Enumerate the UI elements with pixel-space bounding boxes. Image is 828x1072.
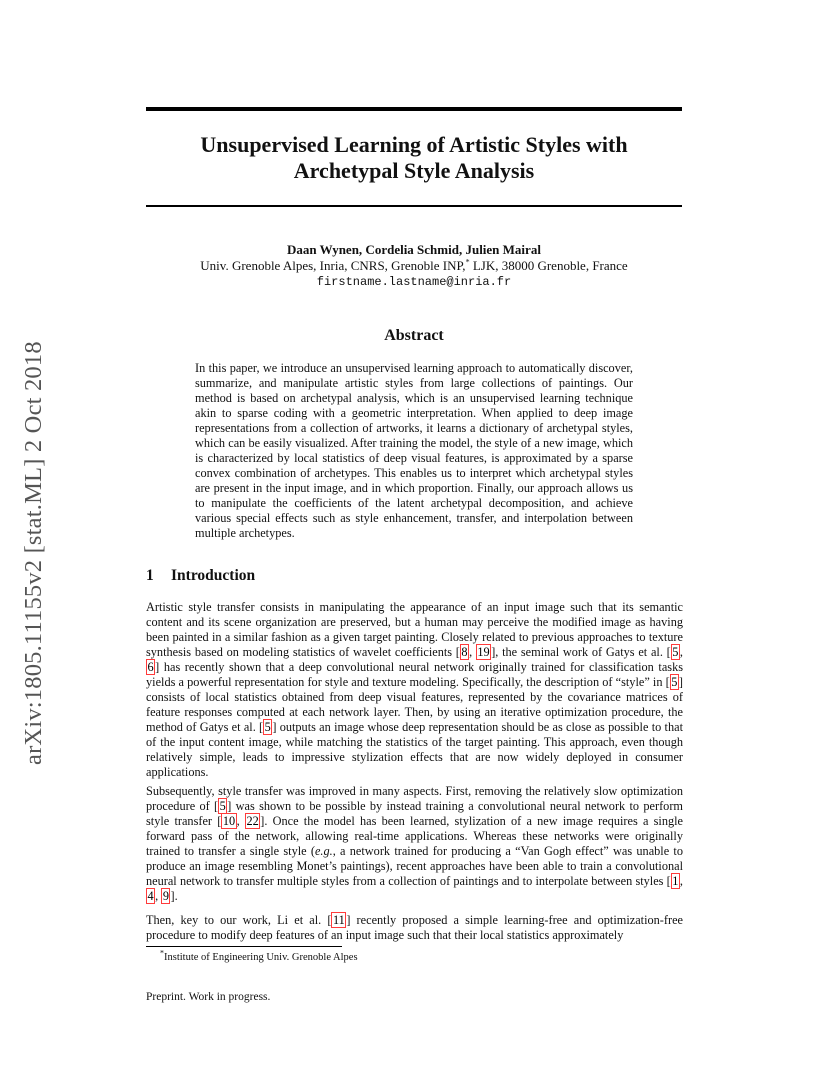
p2-text-h: ]. bbox=[170, 889, 178, 903]
footnote-rule bbox=[146, 946, 342, 947]
p2-text-f: , bbox=[679, 874, 683, 888]
paper-title-line-2: Archetypal Style Analysis bbox=[293, 158, 535, 183]
intro-paragraph-2 bbox=[146, 784, 683, 904]
p2-text-b: ] was shown to be possible by instead training a convolutional neural network to perform style transfer [ bbox=[146, 799, 683, 828]
p2-eg: e.g. bbox=[314, 844, 333, 858]
p2-text-c: , bbox=[236, 814, 245, 828]
citation-link[interactable]: 6 bbox=[147, 660, 154, 674]
footnote-text: Institute of Engineering Univ. Grenoble Alpes bbox=[164, 952, 358, 963]
citation-link[interactable]: 5 bbox=[671, 675, 678, 689]
citation-link[interactable]: 9 bbox=[162, 889, 169, 903]
author-names: Daan Wynen, Cordelia Schmid, Julien Mairal bbox=[287, 242, 541, 257]
p1-text-a: Artistic style transfer consists in manipulating the appearance of an input image such that its semantic content and its scene organization are preserved, but a human may perceive the modified image as having been painted in a similar fashion as a given target painting. Closely related to previous approaches to texture synthesis based on modeling statistics of wavelet coefficients [ bbox=[146, 600, 683, 659]
affiliation bbox=[146, 258, 682, 274]
author-email: firstname.lastname@inria.fr bbox=[316, 275, 512, 289]
affiliation-footnote-mark: * bbox=[465, 257, 470, 267]
citation-link[interactable]: 5 bbox=[672, 645, 679, 659]
affiliation-part-2: LJK, 38000 Grenoble, France bbox=[469, 258, 628, 273]
p2-text-a: Subsequently, style transfer was improved in many aspects. First, removing the relatively slow optimization procedure of [ bbox=[146, 784, 683, 813]
title-top-rule bbox=[146, 107, 682, 111]
footnote-mark: * bbox=[160, 948, 164, 958]
citation-link[interactable]: 4 bbox=[147, 889, 154, 903]
footnote bbox=[160, 948, 358, 964]
p3-text-b: ] recently proposed a simple learning-free and optimization-free procedure to modify deep features of an input image such that their local statistics approximately bbox=[146, 913, 683, 942]
p1-text-g: ] outputs an image whose deep representation should be as close as possible to that of the input content image, while matching the statistics of the target painting. This approach, even though relatively simple, leads to impressive stylization effects that are now widely deployed in consumer applications. bbox=[146, 720, 683, 779]
p2-text-d: ]. Once the model has been learned, stylization of a new image requires a single forward pass of the network, allowing real-time applications. Whereas these networks were originally trained to transfer a single style ( bbox=[146, 814, 684, 858]
author-block bbox=[146, 242, 682, 290]
section-heading-introduction bbox=[146, 567, 255, 585]
paper-title-line-1: Unsupervised Learning of Artistic Styles with bbox=[200, 132, 628, 157]
p1-text-d: , bbox=[679, 645, 683, 659]
section-number: 1 bbox=[146, 567, 154, 584]
title-block bbox=[146, 132, 682, 184]
citation-link[interactable]: 19 bbox=[477, 645, 490, 659]
citation-link[interactable]: 5 bbox=[264, 720, 271, 734]
intro-paragraph-1 bbox=[146, 600, 683, 780]
title-bottom-rule bbox=[146, 205, 682, 207]
abstract-heading: Abstract bbox=[384, 327, 444, 344]
citation-link[interactable]: 11 bbox=[332, 913, 345, 927]
p2-text-g: , bbox=[155, 889, 162, 903]
citation-link[interactable]: 1 bbox=[672, 874, 679, 888]
intro-paragraph-3 bbox=[146, 913, 683, 943]
preprint-note: Preprint. Work in progress. bbox=[146, 991, 271, 1003]
abstract-text: In this paper, we introduce an unsupervised learning approach to automatically discover, summarize, and manipulate artistic styles from large collections of paintings. Our method is based on archetypal analysis, which is an unsupervised learning technique akin to sparse coding with a geometric interpretation. When applied to deep image representations from a collection of artworks, it learns a dictionary of archetypal styles, which can be easily visualized. After training the model, the style of a new image, which is characterized by local statistics of deep visual features, is approximated by a sparse convex combination of archetypes. This enables us to interpret which archetypal styles are present in the input image, and in which proportion. Finally, our approach allows us to manipulate the coefficients of the latent archetypal decomposition, and achieve various special effects such as style enhancement, transfer, and interpolation between multiple archetypes. bbox=[195, 361, 633, 540]
p2-text-e: , a network trained for producing a “Van Gogh effect” was unable to produce an image resembling Monet’s paintings), recent approaches have been able to train a convolutional neural network to transfer multiple styles from a collection of paintings and to interpolate between styles [ bbox=[146, 844, 684, 888]
citation-link[interactable]: 8 bbox=[461, 645, 468, 659]
p1-text-f: ] consists of local statistics obtained from deep visual features, represented by the covariance matrices of feature responses computed at each network layer. Then, by using an iterative optimization procedure, the method of Gatys et al. [ bbox=[146, 675, 683, 734]
p1-text-b: , bbox=[469, 645, 476, 659]
citation-link[interactable]: 5 bbox=[219, 799, 226, 813]
affiliation-part-1: Univ. Grenoble Alpes, Inria, CNRS, Grenoble INP, bbox=[200, 258, 466, 273]
p3-text-a: Then, key to our work, Li et al. [ bbox=[146, 913, 332, 927]
citation-link[interactable]: 10 bbox=[222, 814, 236, 828]
citation-link[interactable]: 22 bbox=[246, 814, 259, 828]
p1-text-e: ] has recently shown that a deep convolutional neural network originally trained for classification tasks yields a powerful representation for style and texture modeling. Specifically, the description of “style” in [ bbox=[146, 660, 683, 689]
p1-text-c: ], the seminal work of Gatys et al. [ bbox=[491, 645, 671, 659]
arxiv-identifier-stamp: arXiv:1805.11155v2 [stat.ML] 2 Oct 2018 bbox=[20, 341, 47, 765]
section-title: Introduction bbox=[171, 567, 256, 584]
